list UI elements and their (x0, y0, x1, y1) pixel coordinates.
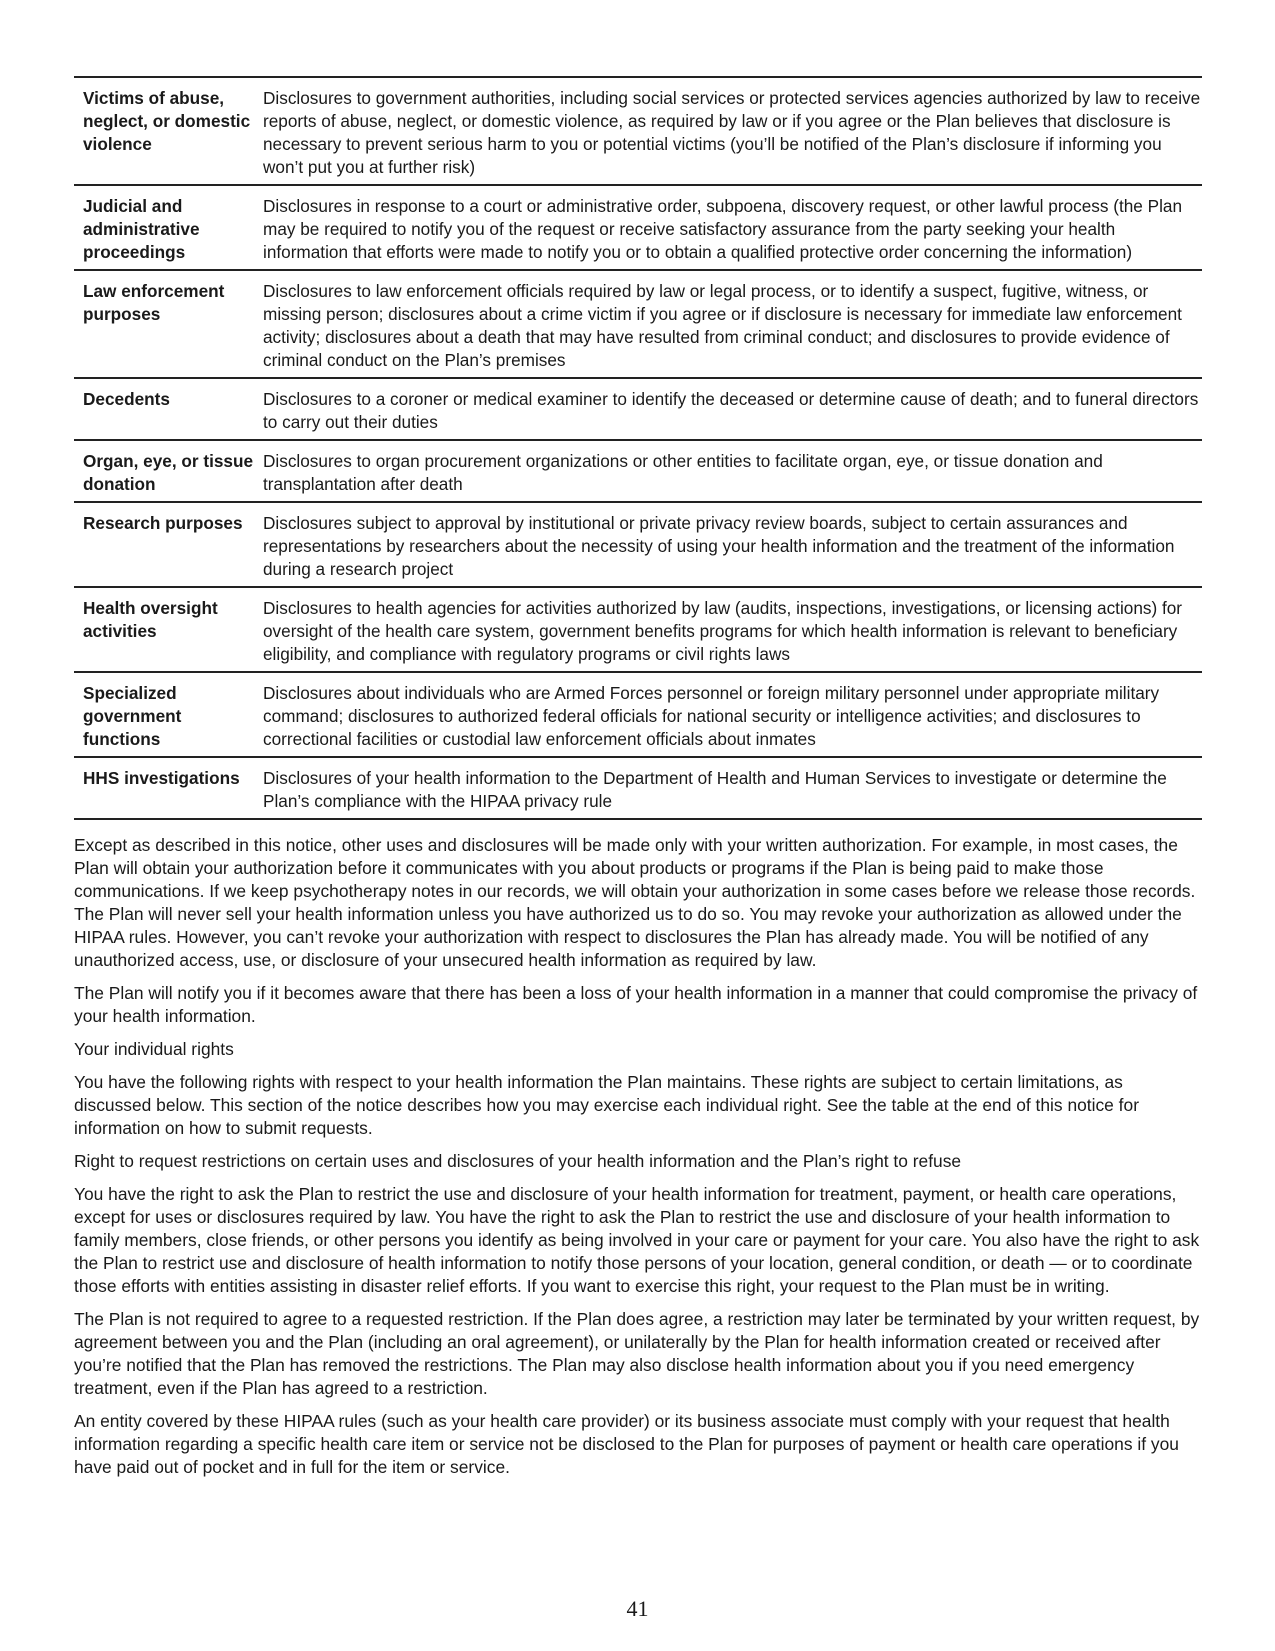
restrictions-paragraph: You have the right to ask the Plan to restrict the use and disclosure of your health information for treatment, payment, or health care operations, except for uses or disclosures required by law. You have the right to ask the Plan to restrict the use and disclosure of your health information to family members, close friends, or other persons you identify as being involved in your care or payment for your care. You also have the right to ask the Plan to restrict use and disclosure of health information to notify those persons of your location, general condition, or death — or to coordinate those efforts with entities assisting in disaster relief efforts. If you want to exercise this right, your request to the Plan must be in writing. (74, 1184, 1200, 1296)
out-of-pocket-paragraph: An entity covered by these HIPAA rules (such as your health care provider) or its business associate must comply with your request that health information regarding a specific health care item or service not be disclosed to the Plan for purposes of payment or health care operations if you have paid out of pocket and in full for the item or service. (74, 1411, 1179, 1477)
table-row (74, 502, 1202, 587)
row-label: Law enforcement purposes (83, 281, 225, 324)
page-number: 41 (626, 1596, 649, 1621)
row-description: Disclosures to law enforcement officials required by law or legal process, or to identify a suspect, fugitive, witness, or missing person; disclosures about a crime victim if you agree or if disclosure is necessary for immediate law enforcement activity; disclosures about a death that may have resulted from criminal conduct; and disclosures to provide evidence of criminal conduct on the Plan’s premises (263, 281, 1182, 370)
row-label: Research purposes (83, 513, 243, 533)
row-description: Disclosures subject to approval by institutional or private privacy review boards, subject to certain assurances and representations by researchers about the necessity of using your health information and the treatment of the information during a research project (263, 513, 1175, 579)
restriction-agreement-paragraph: The Plan is not required to agree to a requested restriction. If the Plan does agree, a restriction may later be terminated by your written request, by agreement between you and the Plan (including an oral agreement), or unilaterally by the Plan for health information created or received after you’re notified that the Plan has removed the restrictions. The Plan may also disclose health information about you if you need emergency treatment, even if the Plan has agreed to a restriction. (74, 1309, 1200, 1398)
table-row (74, 270, 1202, 378)
breach-notification-paragraph: The Plan will notify you if it becomes aware that there has been a loss of your health information in a manner that could compromise the privacy of your health information. (74, 983, 1198, 1026)
row-description: Disclosures to organ procurement organizations or other entities to facilitate organ, eye, or tissue donation and transplantation after death (263, 451, 1103, 494)
disclosures-table (74, 76, 1202, 820)
row-description: Disclosures of your health information to the Department of Health and Human Services to investigate or determine the Plan’s compliance with the HIPAA privacy rule (263, 768, 1167, 811)
row-description: Disclosures to health agencies for activities authorized by law (audits, inspections, investigations, or licensing actions) for oversight of the health care system, government benefits programs for which health information is relevant to beneficiary eligibility, and compliance with regulatory programs or civil rights laws (263, 598, 1183, 664)
table-row (74, 672, 1202, 757)
row-label: Judicial and administrative proceedings (83, 196, 200, 262)
section-heading-restrictions: Right to request restrictions on certain uses and disclosures of your health information and the Plan’s right to refuse (74, 1151, 962, 1171)
table-row (74, 77, 1202, 185)
row-label: Health oversight activities (83, 598, 218, 641)
individual-rights-paragraph: You have the following rights with respect to your health information the Plan maintains. These rights are subject to certain limitations, as discussed below. This section of the notice describes how you may exercise each individual right. See the table at the end of this notice for information on how to submit requests. (74, 1072, 1139, 1138)
table-row (74, 757, 1202, 819)
table-row (74, 185, 1202, 270)
row-label: Organ, eye, or tissue donation (83, 451, 254, 494)
table-row (74, 440, 1202, 502)
row-label: Decedents (83, 389, 170, 409)
row-description: Disclosures to a coroner or medical examiner to identify the deceased or determine cause of death; and to funeral directors to carry out their duties (263, 389, 1199, 432)
row-description: Disclosures in response to a court or administrative order, subpoena, discovery request, or other lawful process (the Plan may be required to notify you of the request or receive satisfactory assurance from the party seeking your health information that efforts were made to notify you or to obtain a qualified protective order concerning the information) (263, 196, 1183, 262)
row-description: Disclosures about individuals who are Armed Forces personnel or foreign military personnel under appropriate military command; disclosures to authorized federal officials for national security or intelligence activities; and disclosures to correctional facilities or custodial law enforcement officials about inmates (263, 683, 1160, 749)
section-heading-individual-rights: Your individual rights (74, 1039, 234, 1059)
row-label: Victims of abuse, neglect, or domestic violence (83, 88, 251, 154)
document-page (74, 76, 1202, 1489)
authorization-paragraph: Except as described in this notice, other uses and disclosures will be made only with your written authorization. For example, in most cases, the Plan will obtain your authorization before it communicates with you about products or programs if the Plan is being paid to make those communications. If we keep psychotherapy notes in our records, we will obtain your authorization in some cases before we release those records. The Plan will never sell your health information unless you have authorized us to do so. You may revoke your authorization as allowed under the HIPAA rules. However, you can’t revoke your authorization with respect to disclosures the Plan has already made. You will be notified of any unauthorized access, use, or disclosure of your unsecured health information as required by law. (74, 835, 1196, 970)
row-label: Specialized government functions (83, 683, 182, 749)
row-label: HHS investigations (83, 768, 240, 788)
row-description: Disclosures to government authorities, including social services or protected services agencies authorized by law to receive reports of abuse, neglect, or domestic violence, as required by law or if you agree or the Plan believes that disclosure is necessary to prevent serious harm to you or potential victims (you’ll be notified of the Plan’s disclosure if informing you won’t put you at further risk) (263, 88, 1201, 177)
body-text (74, 834, 1202, 1479)
table-row (74, 587, 1202, 672)
table-row (74, 378, 1202, 440)
